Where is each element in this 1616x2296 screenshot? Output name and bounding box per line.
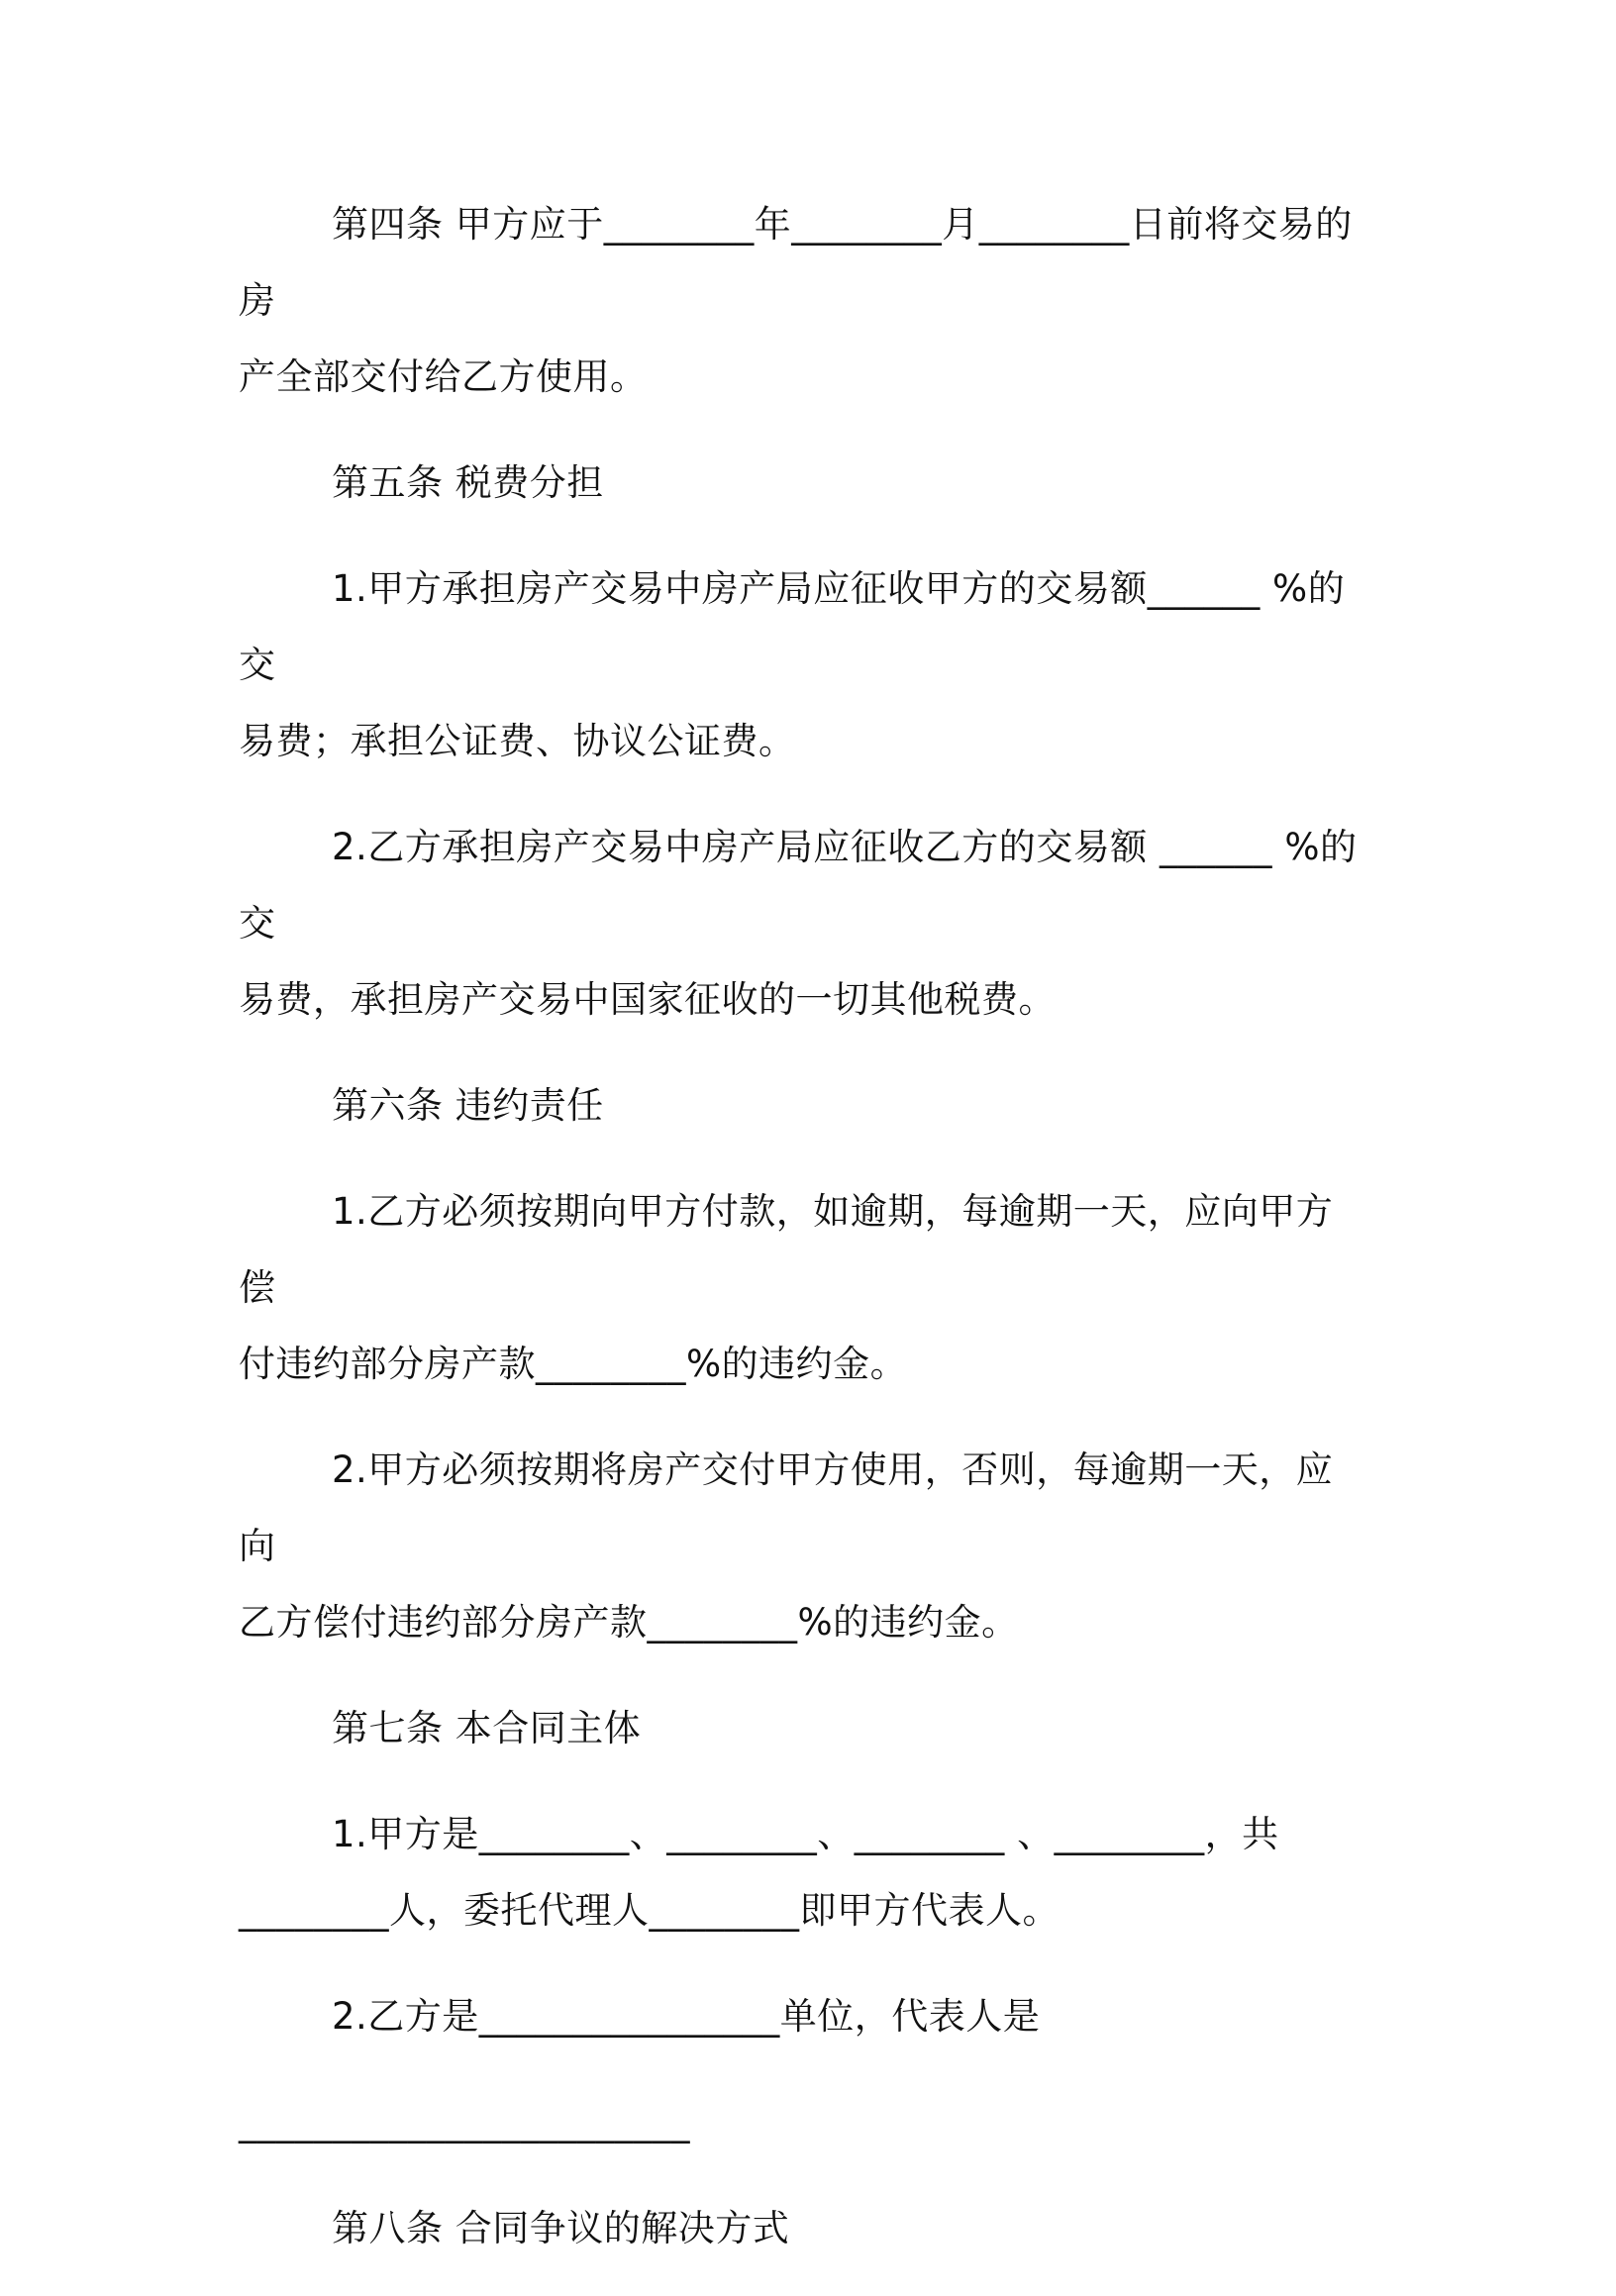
paragraph-line: 易费；承担公证费、协议公证费。	[239, 720, 796, 762]
representative-blank-line: ________________________	[239, 2101, 690, 2144]
paragraph-line: 乙方偿付违约部分房产款________%的违约金。	[239, 1601, 1019, 1644]
article-7-heading: 第七条 本合同主体	[332, 1707, 642, 1749]
document-body	[239, 186, 1367, 2296]
article-8-heading: 第八条 合同争议的解决方式	[332, 2207, 790, 2249]
article-6-heading: 第六条 违约责任	[332, 1084, 604, 1127]
paragraph-line: 1.甲方承担房产交易中房产局应征收甲方的交易额______ %的交	[239, 567, 1346, 686]
paragraph-line: 1.乙方必须按期向甲方付款，如逾期，每逾期一天，应向甲方偿	[239, 1190, 1334, 1309]
article-7-clause-1	[239, 1796, 1367, 1948]
paragraph-line: 易费，承担房产交易中国家征收的一切其他税费。	[239, 978, 1056, 1021]
paragraph-line: 付违约部分房产款________%的违约金。	[239, 1343, 908, 1385]
article-4-paragraph	[239, 186, 1367, 415]
paragraph-line: 2.甲方必须按期将房产交付甲方使用，否则，每逾期一天，应向	[239, 1448, 1334, 1567]
article-7-clause-2: 2.乙方是________________单位，代表人是	[332, 1995, 1041, 2038]
article-6-clause-1	[239, 1173, 1367, 1402]
article-5-heading: 第五条 税费分担	[332, 461, 604, 504]
paragraph-line: ________人，委托代理人________即甲方代表人。	[239, 1889, 1060, 1932]
article-6-clause-2	[239, 1432, 1367, 1660]
paragraph-line: 第四条 甲方应于________年________月________日前将交易的房	[239, 203, 1353, 322]
article-5-clause-2	[239, 809, 1367, 1038]
paragraph-line: 产全部交付给乙方使用。	[239, 355, 648, 398]
paragraph-line: 2.乙方承担房产交易中房产局应征收乙方的交易额 ______ %的交	[239, 826, 1358, 945]
paragraph-line: 1.甲方是________、________、________ 、________，共	[332, 1813, 1279, 1855]
article-5-clause-1	[239, 550, 1367, 779]
